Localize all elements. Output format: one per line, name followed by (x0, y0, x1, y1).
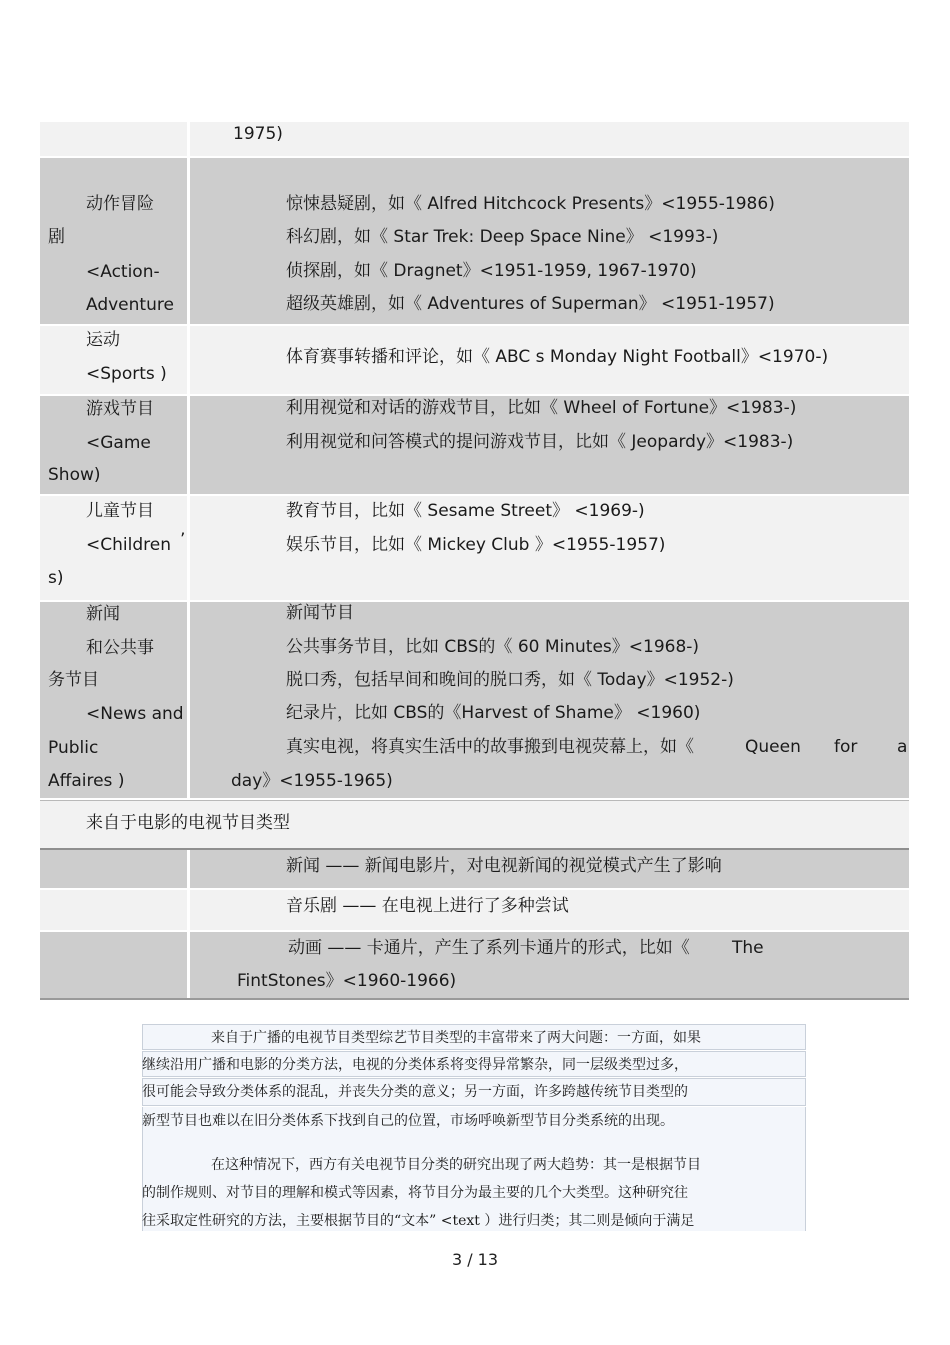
genre-label: 游戏节目 (86, 399, 154, 419)
example-line: 体育赛事转播和评论，如《 ABC s Monday Night Football》<1970-) (286, 347, 829, 367)
table-row-sports (40, 326, 909, 396)
examples-cell (193, 158, 909, 324)
example-line: 超级英雄剧，如《 Adventures of Superman》 <1951-1957) (286, 294, 775, 314)
genre-label: 运动 (86, 330, 120, 350)
genre-label: Public (48, 738, 99, 758)
genre-cell (40, 396, 190, 494)
example-line: 新闻节目 (286, 603, 354, 623)
genre-cell (40, 158, 190, 324)
table-row-children (40, 496, 909, 602)
table-row (40, 122, 909, 158)
film-types-table (40, 850, 909, 1000)
example-line: 娱乐节目，比如《 Mickey Club 》<1955-1957) (286, 535, 666, 555)
genre-label: 儿童节目 (86, 501, 154, 521)
table-row-news (40, 602, 909, 800)
table-row (40, 932, 909, 1000)
paragraph-line: 很可能会导致分类体系的混乱，并丧失分类的意义；另一方面，许多跨越传统节目类型的 (142, 1084, 688, 1100)
section-title: 来自于电影的电视节目类型 (86, 813, 290, 833)
genre-label: ’ (180, 530, 186, 550)
genre-label: <Children (86, 535, 171, 555)
example-line: 利用视觉和对话的游戏节目，比如《 Wheel of Fortune》<1983-) (286, 398, 797, 418)
paragraph-line: 的制作规则、对节目的理解和模式等因素，将节目分为最主要的几个大类型。这种研究往 (142, 1185, 688, 1201)
paragraph-line: 继续沿用广播和电影的分类方法，电视的分类体系将变得异常繁杂，同一层级类型过多， (142, 1057, 688, 1073)
example-line: 侦探剧，如《 Dragnet》<1951-1959, 1967-1970) (286, 261, 697, 281)
section-header-film (40, 800, 909, 850)
example-word: for (834, 737, 858, 757)
example-line: 新闻 —— 新闻电影片，对电视新闻的视觉模式产生了影响 (286, 856, 722, 876)
example-line: 公共事务节目，比如 CBS的《 60 Minutes》<1968-) (286, 637, 700, 657)
genre-cell (40, 326, 190, 394)
example-line: 动画 —— 卡通片，产生了系列卡通片的形式，比如《 (288, 938, 690, 958)
genre-label: Affaires ) (48, 771, 125, 791)
genre-label: 务节目 (48, 670, 99, 690)
genre-label: s) (48, 568, 64, 588)
table-row-game-show (40, 396, 909, 496)
page-number: 3 / 13 (451, 1250, 499, 1269)
examples-cell (193, 602, 909, 798)
example-line: 科幻剧，如《 Star Trek: Deep Space Nine》 <1993-) (286, 227, 719, 247)
example-line: FintStones》<1960-1966) (237, 971, 457, 991)
genre-label: 剧 (48, 227, 65, 247)
genre-label: <News and (86, 704, 184, 724)
paragraph-line: 来自于广播的电视节目类型综艺节目类型的丰富带来了两大问题：一方面，如果 (211, 1030, 701, 1046)
paragraph-line: 往采取定性研究的方法，主要根据节目的“文本” <text ）进行归类；其二则是倾向于满足 (142, 1213, 695, 1229)
example-word: The (732, 938, 764, 958)
genre-label: <Action- (86, 262, 160, 282)
examples-cell (193, 326, 909, 394)
examples-cell (193, 496, 909, 600)
genre-label: <Sports ) (86, 364, 167, 384)
table-row (40, 890, 909, 932)
example-line: day》<1955-1965) (231, 771, 393, 791)
genre-label: 和公共事 (86, 638, 154, 658)
table-row-action-adventure (40, 158, 909, 326)
genre-cell (40, 496, 190, 600)
example-line: 利用视觉和问答模式的提问游戏节目，比如《 Jeopardy》<1983-) (286, 432, 794, 452)
genre-label: Adventure (86, 295, 174, 315)
examples-cell (193, 396, 909, 494)
example-word: Queen (745, 737, 801, 757)
paragraph-line: 在这种情况下，西方有关电视节目分类的研究出现了两大趋势：其一是根据节目 (211, 1157, 701, 1173)
table-row (40, 850, 909, 890)
genre-label: 动作冒险 (86, 194, 154, 214)
example-word: a (897, 737, 908, 757)
genre-label: Show) (48, 465, 101, 485)
cell-text: 1975) (233, 124, 283, 144)
example-line: 音乐剧 —— 在电视上进行了多种尝试 (286, 896, 569, 916)
example-line: 真实电视，将真实生活中的故事搬到电视荧幕上，如《 (286, 737, 694, 757)
example-line: 惊悚悬疑剧，如《 Alfred Hitchcock Presents》<1955-1986) (286, 194, 775, 214)
paragraph-line: 新型节目也难以在旧分类体系下找到自己的位置，市场呼唤新型节目分类系统的出现。 (142, 1113, 674, 1129)
genre-cell (40, 602, 190, 798)
genre-label: 新闻 (86, 604, 120, 624)
genre-label: <Game (86, 433, 151, 453)
example-line: 教育节目，比如《 Sesame Street》 <1969-) (286, 501, 645, 521)
example-line: 脱口秀，包括早间和晚间的脱口秀，如《 Today》<1952-) (286, 670, 734, 690)
program-types-table (40, 122, 909, 800)
example-line: 纪录片，比如 CBS的《Harvest of Shame》 <1960) (286, 703, 701, 723)
